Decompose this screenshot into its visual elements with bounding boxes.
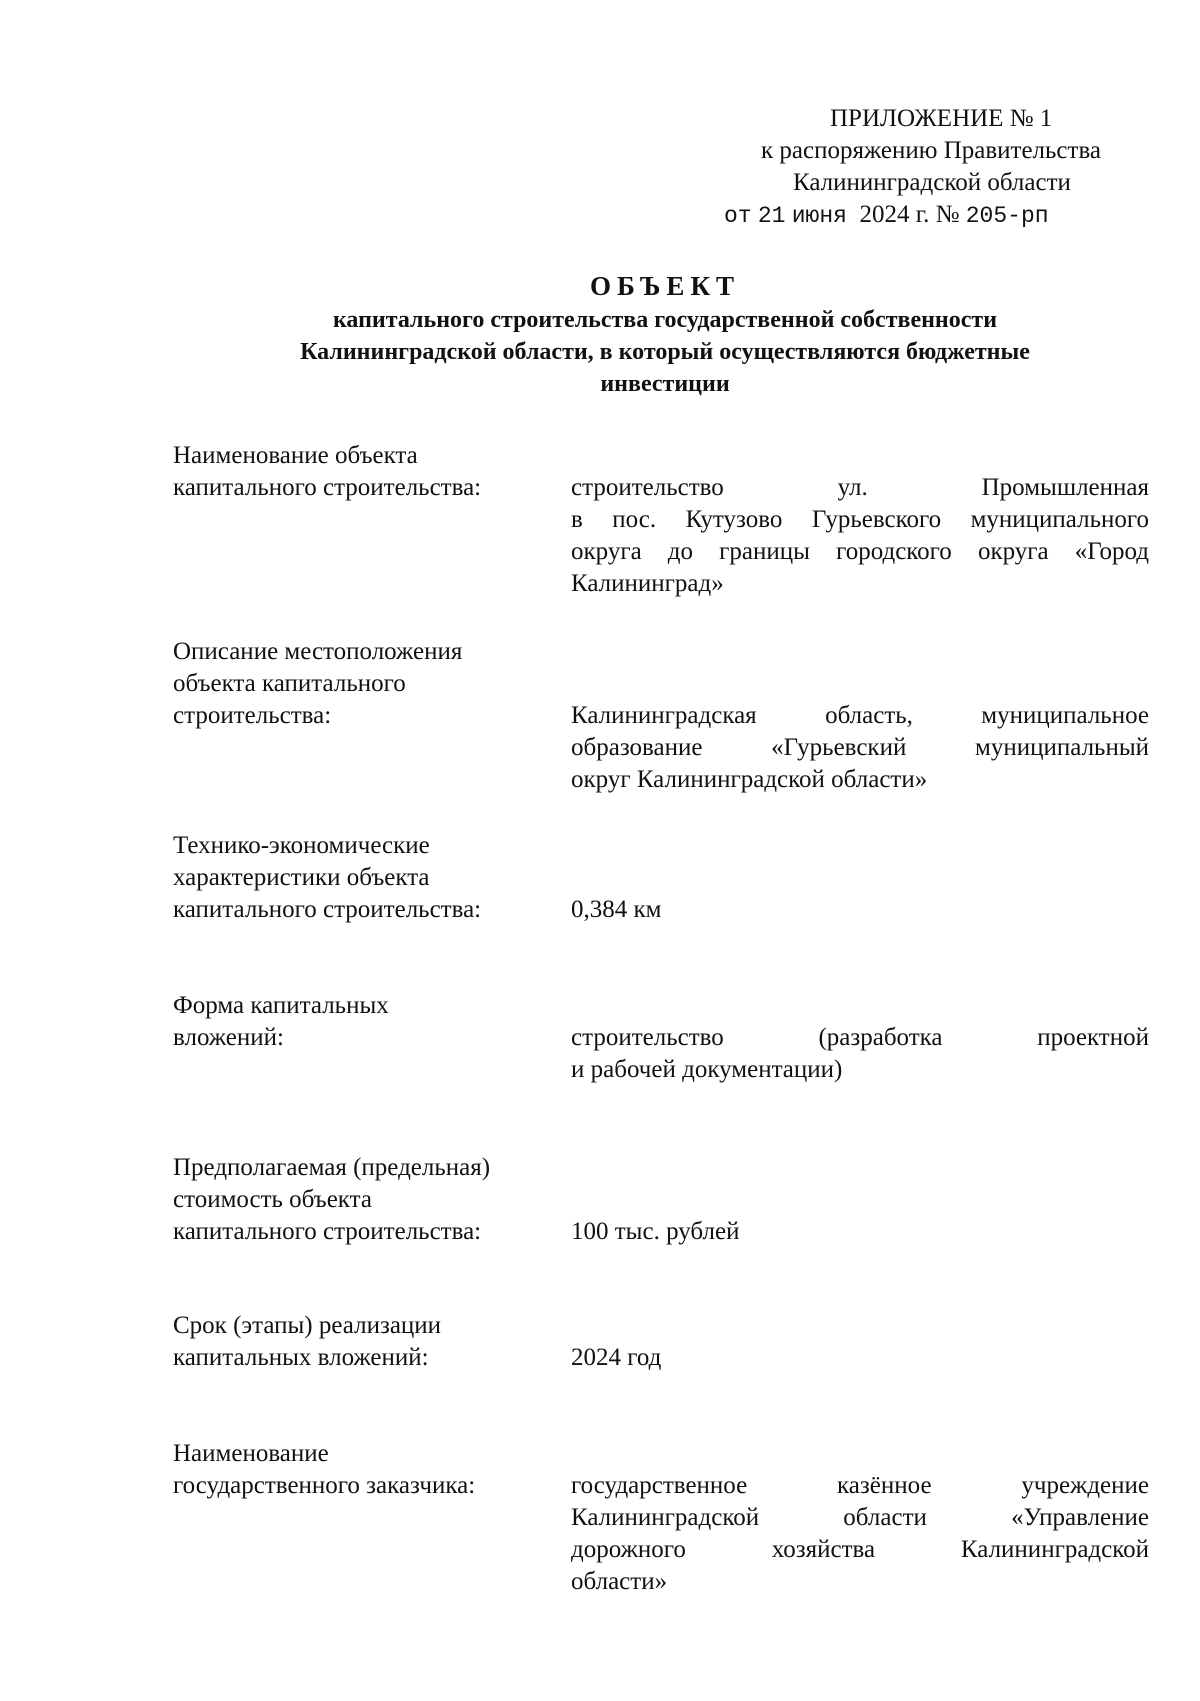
- row-value: [571, 472, 1149, 600]
- doc-number: 205-рп: [965, 203, 1049, 229]
- value-line: 100 тыс. рублей: [571, 1218, 740, 1245]
- label-line: государственного заказчика:: [173, 1472, 476, 1499]
- date-year: 2024 г. №: [859, 201, 960, 228]
- title-line-2: Калининградской области, в который осуществляются бюджетные: [300, 339, 1030, 365]
- label-line: капитального строительства:: [173, 474, 482, 501]
- date-day: 21: [757, 203, 786, 229]
- value-line: строительство (разработка проектной: [571, 1024, 1149, 1051]
- appendix-reference: к распоряжению Правительства: [761, 137, 1102, 164]
- row-label: [173, 830, 553, 926]
- appendix-region: Калининградской области: [793, 169, 1071, 196]
- row-label: [173, 1152, 553, 1248]
- value-line: государственное казённое учреждение: [571, 1472, 1149, 1499]
- label-line: строительства:: [173, 702, 332, 729]
- value-line: в пос. Кутузово Гурьевского муниципального: [571, 506, 1149, 533]
- label-line: Предполагаемая (предельная): [173, 1154, 491, 1181]
- document-title: [170, 270, 1160, 400]
- appendix-date-line: [724, 199, 1160, 232]
- label-line: стоимость объекта: [173, 1186, 372, 1213]
- label-line: объекта капитального: [173, 670, 406, 697]
- value-line: 2024 год: [571, 1344, 662, 1371]
- value-line: округа до границы городского округа «Город: [571, 538, 1149, 565]
- row-value: [571, 1216, 1149, 1248]
- value-line: дорожного хозяйства Калининградской: [571, 1536, 1149, 1563]
- label-line: Наименование объекта: [173, 442, 418, 469]
- row-label: [173, 636, 553, 732]
- row-value: [571, 700, 1149, 796]
- value-line: области»: [571, 1568, 668, 1595]
- label-line: Срок (этапы) реализации: [173, 1312, 442, 1339]
- value-line: Калининград»: [571, 570, 724, 597]
- label-line: Наименование: [173, 1440, 329, 1467]
- value-line: строительство ул. Промышленная: [571, 474, 1149, 501]
- row-value: [571, 1470, 1149, 1598]
- appendix-title: ПРИЛОЖЕНИЕ № 1: [830, 105, 1053, 132]
- label-line: Технико-экономические: [173, 832, 430, 859]
- label-line: характеристики объекта: [173, 864, 430, 891]
- row-value: [571, 1342, 1149, 1374]
- label-line: Описание местоположения: [173, 638, 463, 665]
- date-month: июня: [791, 203, 847, 229]
- value-line: округ Калининградской области»: [571, 766, 928, 793]
- value-line: 0,384 км: [571, 896, 662, 923]
- value-line: Калининградской области «Управление: [571, 1504, 1149, 1531]
- row-label: [173, 1310, 553, 1374]
- label-line: капитальных вложений:: [173, 1344, 429, 1371]
- date-prefix: от: [724, 203, 752, 229]
- label-line: капитального строительства:: [173, 1218, 482, 1245]
- row-value: [571, 1022, 1149, 1086]
- appendix-header: [700, 103, 1160, 232]
- value-line: Калининградская область, муниципальное: [571, 702, 1149, 729]
- row-label: [173, 1438, 553, 1502]
- title-line-3: инвестиции: [600, 371, 730, 397]
- row-label: [173, 990, 553, 1054]
- title-main: ОБЪЕКТ: [589, 271, 741, 301]
- label-line: Форма капитальных: [173, 992, 389, 1019]
- value-line: образование «Гурьевский муниципальный: [571, 734, 1149, 761]
- row-label: [173, 440, 553, 504]
- title-line-1: капитального строительства государственной собственности: [332, 307, 998, 333]
- label-line: вложений:: [173, 1024, 284, 1051]
- row-value: [571, 894, 1149, 926]
- value-line: и рабочей документации): [571, 1056, 843, 1083]
- label-line: капитального строительства:: [173, 896, 482, 923]
